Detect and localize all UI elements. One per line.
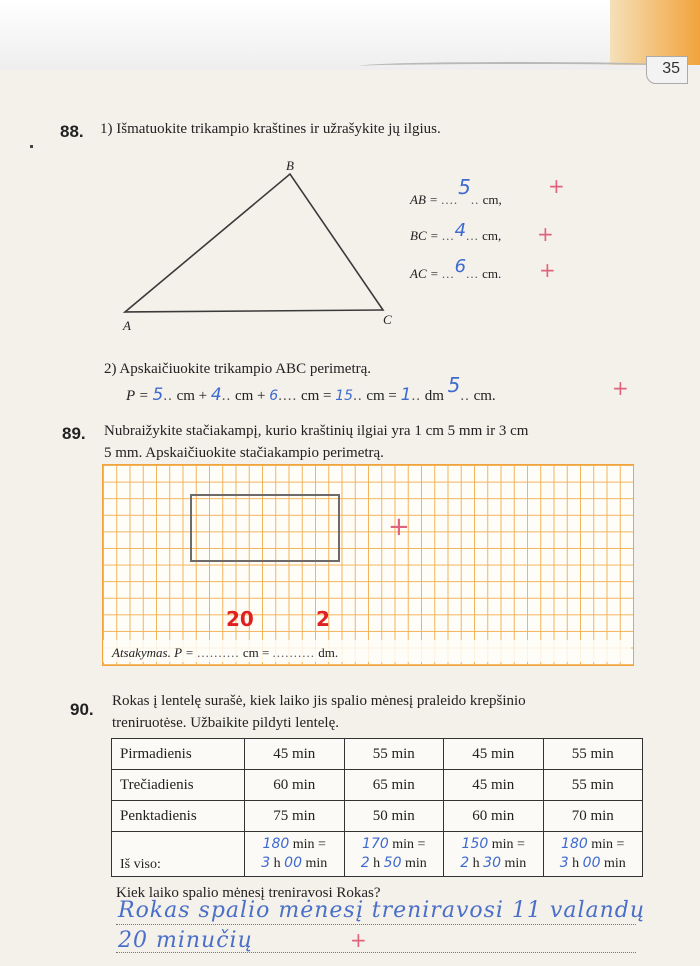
vertex-a: A xyxy=(123,318,131,333)
total-cell: 150 min = 2 h 30 min xyxy=(444,832,544,877)
table-cell: 55 min xyxy=(543,739,643,770)
handwritten-value: 6 xyxy=(269,388,279,404)
measurement-unit: cm, xyxy=(478,228,502,243)
total-cell: 170 min = 2 h 50 min xyxy=(344,832,444,877)
triangle-figure xyxy=(115,160,415,335)
row-label: Trečiadienis xyxy=(112,770,245,801)
page-number: 35 xyxy=(662,60,680,77)
training-table xyxy=(111,738,643,877)
drawn-rectangle xyxy=(190,494,340,562)
row-label: Iš viso: xyxy=(112,832,245,877)
table-row xyxy=(112,801,643,832)
page-header-banner xyxy=(0,0,700,70)
measurement-label: AB = xyxy=(410,192,442,207)
measurement-bc: BC = ...4... cm, xyxy=(410,220,502,243)
task-88-instruction: 1) Išmatuokite trikampio kraštines ir užrašykite jų ilgius. xyxy=(100,121,441,137)
table-cell: 50 min xyxy=(344,801,444,832)
handwritten-value: 5 xyxy=(458,175,471,199)
table-row xyxy=(112,739,643,770)
handwritten-answer-line1: Rokas spalio mėnesį treniravosi 11 valandų xyxy=(118,898,646,923)
graph-paper-grid xyxy=(102,464,634,666)
task-89-instruction-line1: Nubraižykite stačiakampį, kurio kraštinių ilgiai yra 1 cm 5 mm ir 3 cm xyxy=(104,423,529,439)
header-swoosh xyxy=(360,62,680,70)
task-89-answer: Atsakymas. P = .......... cm = .......... dm. xyxy=(112,645,339,660)
row-label: Penktadienis xyxy=(112,801,245,832)
task-88-number: 88. xyxy=(60,122,84,141)
task-88-part2: 2) Apskaičiuokite trikampio ABC perimetrą. xyxy=(104,361,372,377)
task-89-number: 89. xyxy=(62,424,86,443)
total-cell: 180 min = 3 h 00 min xyxy=(245,832,345,877)
table-cell: 45 min xyxy=(444,739,544,770)
handwritten-value: 5 xyxy=(152,385,164,405)
answer-line-1 xyxy=(116,924,636,925)
table-cell: 45 min xyxy=(245,739,345,770)
check-mark: + xyxy=(612,376,629,400)
measurement-unit: cm, xyxy=(479,192,502,207)
table-cell: 55 min xyxy=(344,739,444,770)
task-89-instruction-line2: 5 mm. Apskaičiuokite stačiakampio perimetrą. xyxy=(104,445,384,461)
triangle-abc xyxy=(125,174,383,312)
row-label: Pirmadienis xyxy=(112,739,245,770)
check-mark: + xyxy=(388,512,410,542)
perimeter-equation: P = 5.. cm + 4.. cm + 6.... cm = 15.. cm = 1.. dm 5.. cm. xyxy=(126,373,496,405)
measurement-unit: cm. xyxy=(478,266,502,281)
handwritten-value: 4 xyxy=(210,385,222,405)
check-mark: + xyxy=(548,174,565,198)
table-cell: 65 min xyxy=(344,770,444,801)
measurement-ab: AB = ....5.. cm, xyxy=(410,175,502,207)
task-90-instruction-line1: Rokas į lentelę surašė, kiek laiko jis spalio mėnesį praleido krepšinio xyxy=(112,693,526,709)
task-90-instruction-line2: treniruotėse. Užbaikite pildyti lentelę. xyxy=(112,715,340,731)
vertex-b: B xyxy=(286,158,294,173)
handwritten-value: 4 xyxy=(454,220,467,241)
check-mark: + xyxy=(539,258,556,282)
table-row-total xyxy=(112,832,643,877)
table-cell: 70 min xyxy=(543,801,643,832)
margin-mark xyxy=(30,145,33,148)
handwritten-value: 6 xyxy=(454,256,467,277)
handwritten-answer-line2: 20 minučių xyxy=(118,928,253,953)
answer-value-cm: 20 xyxy=(226,607,254,631)
total-cell: 180 min = 3 h 00 min xyxy=(543,832,643,877)
task-90-question: Kiek laiko spalio mėnesį treniravosi Rokas? xyxy=(116,885,381,901)
check-mark: + xyxy=(537,222,554,246)
vertex-c: C xyxy=(383,312,392,327)
measurement-label: AC = xyxy=(410,266,442,281)
table-cell: 55 min xyxy=(543,770,643,801)
table-cell: 75 min xyxy=(245,801,345,832)
task-90-number: 90. xyxy=(70,700,94,719)
table-cell: 60 min xyxy=(444,801,544,832)
check-mark: + xyxy=(350,928,367,952)
table-cell: 60 min xyxy=(245,770,345,801)
measurement-ac: AC = ...6... cm. xyxy=(410,256,502,281)
table-cell: 45 min xyxy=(444,770,544,801)
answer-value-dm: 2 xyxy=(316,607,330,631)
handwritten-value: 15 xyxy=(335,388,354,404)
handwritten-value: 5 xyxy=(447,373,461,397)
table-row xyxy=(112,770,643,801)
measurement-label: BC = xyxy=(410,228,442,243)
handwritten-value: 1 xyxy=(400,385,412,405)
